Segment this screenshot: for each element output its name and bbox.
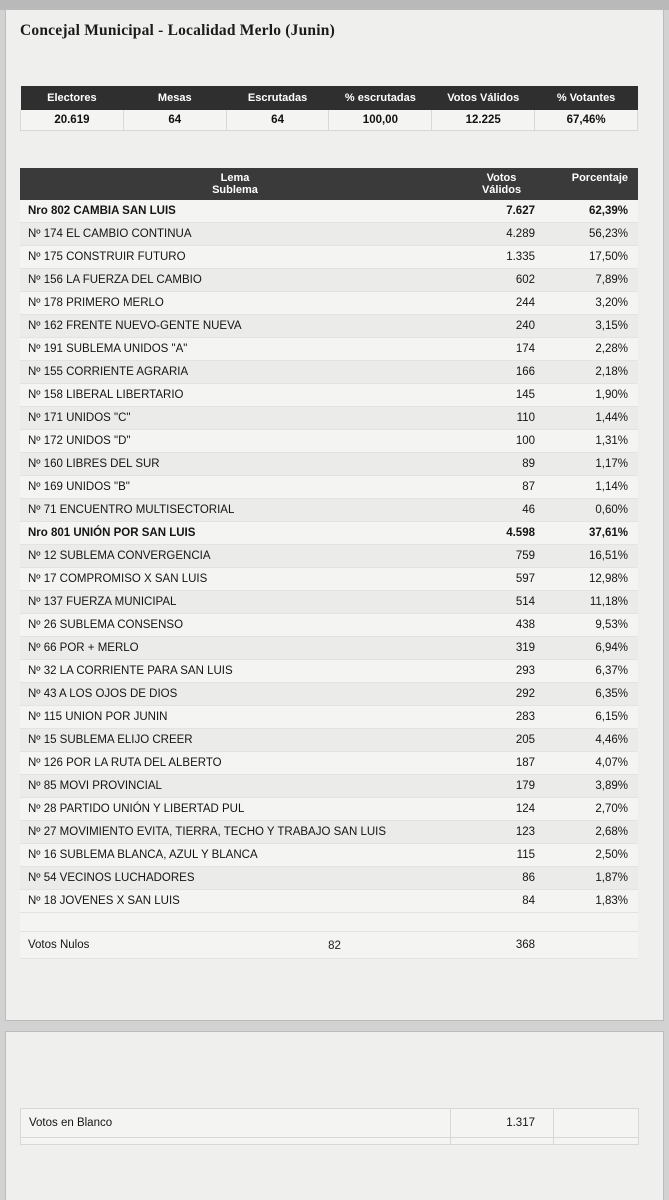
row-lema-name: Nº 175 CONSTRUIR FUTURO: [20, 246, 450, 269]
table-row: [21, 1109, 639, 1138]
row-votes: 283: [450, 706, 553, 729]
table-row: [20, 844, 638, 867]
row-votes: 7.627: [450, 200, 553, 223]
table-row: [20, 499, 638, 522]
row-percentage: 56,23%: [553, 223, 638, 246]
table-row: [20, 568, 638, 591]
row-lema-name: Nº 18 JOVENES X SAN LUIS: [20, 890, 450, 913]
table-spacer-row: [20, 913, 638, 932]
row-votes: 46: [450, 499, 553, 522]
row-percentage: [554, 1109, 639, 1138]
row-percentage: 2,68%: [553, 821, 638, 844]
results-header-lema-line2: Sublema: [212, 184, 258, 196]
row-percentage: 1,90%: [553, 384, 638, 407]
row-lema-name: Nº 160 LIBRES DEL SUR: [20, 453, 450, 476]
summary-value-votos-validos: 12.225: [432, 110, 535, 131]
table-row: [20, 890, 638, 913]
row-votes: 187: [450, 752, 553, 775]
table-row: [20, 292, 638, 315]
row-votes: 123: [450, 821, 553, 844]
row-lema-name: Nº 17 COMPROMISO X SAN LUIS: [20, 568, 450, 591]
table-row: [20, 453, 638, 476]
table-row: [20, 269, 638, 292]
row-votes: 292: [450, 683, 553, 706]
row-votes: 1.335: [450, 246, 553, 269]
row-lema-name: Nº 158 LIBERAL LIBERTARIO: [20, 384, 450, 407]
row-votes: 368: [450, 932, 553, 959]
row-lema-name: Nº 162 FRENTE NUEVO-GENTE NUEVA: [20, 315, 450, 338]
row-percentage: 37,61%: [553, 522, 638, 545]
row-lema-name: Nº 156 LA FUERZA DEL CAMBIO: [20, 269, 450, 292]
table-row: [20, 729, 638, 752]
clipped-cell: [451, 1138, 554, 1145]
row-votes: 115: [450, 844, 553, 867]
table-row: [20, 384, 638, 407]
table-row: [20, 660, 638, 683]
row-lema-name: Nº 43 A LOS OJOS DE DIOS: [20, 683, 450, 706]
row-lema-name: Nº 155 CORRIENTE AGRARIA: [20, 361, 450, 384]
row-percentage: 11,18%: [553, 591, 638, 614]
clipped-cell: [554, 1138, 639, 1145]
summary-table: [20, 86, 638, 131]
row-votes: 1.317: [451, 1109, 554, 1138]
row-lema-name: Nº 191 SUBLEMA UNIDOS "A": [20, 338, 450, 361]
row-percentage: 6,94%: [553, 637, 638, 660]
spacer-cell: [553, 913, 638, 932]
row-percentage: 17,50%: [553, 246, 638, 269]
row-votes: 124: [450, 798, 553, 821]
results-header-votos-line1: Votos: [486, 172, 517, 184]
results-header-lema: [20, 168, 450, 200]
row-lema-name: Nº 137 FUERZA MUNICIPAL: [20, 591, 450, 614]
row-lema-name: Nº 12 SUBLEMA CONVERGENCIA: [20, 545, 450, 568]
row-percentage: 2,70%: [553, 798, 638, 821]
spacer-cell: [450, 913, 553, 932]
results-table: [20, 168, 638, 959]
summary-header-electores: Electores: [21, 86, 124, 110]
summary-value-escrutadas: 64: [226, 110, 329, 131]
row-percentage: 1,14%: [553, 476, 638, 499]
row-lema-name: Nº 66 POR + MERLO: [20, 637, 450, 660]
row-votes: 87: [450, 476, 553, 499]
summary-header-mesas: Mesas: [123, 86, 226, 110]
table-row: [20, 775, 638, 798]
row-lema-name: Nº 85 MOVI PROVINCIAL: [20, 775, 450, 798]
results-header-votos: [450, 168, 553, 200]
page-number: 82: [328, 940, 341, 952]
row-lema-name: Nº 71 ENCUENTRO MULTISECTORIAL: [20, 499, 450, 522]
table-row: [20, 361, 638, 384]
row-lema-name: Nº 115 UNION POR JUNIN: [20, 706, 450, 729]
table-row: [20, 867, 638, 890]
row-votes: 514: [450, 591, 553, 614]
row-lema-name: Votos en Blanco: [21, 1109, 451, 1138]
row-lema-name: Nº 54 VECINOS LUCHADORES: [20, 867, 450, 890]
table-row: [20, 821, 638, 844]
results-header-votos-line2: Válidos: [481, 184, 522, 196]
row-votes: 4.289: [450, 223, 553, 246]
table-row: [20, 338, 638, 361]
table-row: [20, 683, 638, 706]
row-votes: 86: [450, 867, 553, 890]
results-header-row: [20, 168, 638, 200]
row-votes: 84: [450, 890, 553, 913]
table-row: [20, 614, 638, 637]
row-votes: 244: [450, 292, 553, 315]
row-votes: 240: [450, 315, 553, 338]
row-percentage: 16,51%: [553, 545, 638, 568]
row-percentage: 9,53%: [553, 614, 638, 637]
summary-header-pct-votantes: % Votantes: [535, 86, 638, 110]
row-percentage: 4,46%: [553, 729, 638, 752]
row-votes: 100: [450, 430, 553, 453]
table-row: [20, 407, 638, 430]
row-percentage: 4,07%: [553, 752, 638, 775]
row-percentage: 0,60%: [553, 499, 638, 522]
results-header-porcentaje: Porcentaje: [553, 168, 638, 200]
row-votes: 174: [450, 338, 553, 361]
summary-header-row: [21, 86, 638, 110]
row-percentage: 2,18%: [553, 361, 638, 384]
table-row: [20, 545, 638, 568]
row-votes: 166: [450, 361, 553, 384]
row-votes: 319: [450, 637, 553, 660]
row-votes: 293: [450, 660, 553, 683]
row-percentage: 1,83%: [553, 890, 638, 913]
bottom-fragment-table: [20, 1108, 639, 1145]
page-top-edge: [0, 0, 669, 10]
clipped-cell: [21, 1138, 451, 1145]
row-votes: 438: [450, 614, 553, 637]
row-percentage: 6,15%: [553, 706, 638, 729]
row-lema-name: Nº 16 SUBLEMA BLANCA, AZUL Y BLANCA: [20, 844, 450, 867]
summary-value-pct-votantes: 67,46%: [535, 110, 638, 131]
row-votes: 602: [450, 269, 553, 292]
table-row: [20, 315, 638, 338]
row-lema-name: Nº 171 UNIDOS "C": [20, 407, 450, 430]
row-percentage: 6,35%: [553, 683, 638, 706]
row-percentage: 3,15%: [553, 315, 638, 338]
table-row-clipped: [21, 1138, 639, 1145]
table-row: [20, 200, 638, 223]
summary-header-escrutadas: Escrutadas: [226, 86, 329, 110]
page-title: Concejal Municipal - Localidad Merlo (Junin): [20, 22, 335, 39]
row-votes: 89: [450, 453, 553, 476]
row-votes: 179: [450, 775, 553, 798]
row-votes: 145: [450, 384, 553, 407]
summary-value-electores: 20.619: [21, 110, 124, 131]
row-lema-name: Nº 28 PARTIDO UNIÓN Y LIBERTAD PUL: [20, 798, 450, 821]
table-row: [20, 522, 638, 545]
row-votes: 597: [450, 568, 553, 591]
row-percentage: 1,87%: [553, 867, 638, 890]
row-percentage: 7,89%: [553, 269, 638, 292]
row-lema-name: Nº 174 EL CAMBIO CONTINUA: [20, 223, 450, 246]
row-percentage: 3,89%: [553, 775, 638, 798]
row-lema-name: Nro 802 CAMBIA SAN LUIS: [20, 200, 450, 223]
row-votes: 205: [450, 729, 553, 752]
summary-value-row: [21, 110, 638, 131]
summary-value-pct-escrutadas: 100,00: [329, 110, 432, 131]
row-lema-name: Nro 801 UNIÓN POR SAN LUIS: [20, 522, 450, 545]
row-lema-name: Nº 126 POR LA RUTA DEL ALBERTO: [20, 752, 450, 775]
table-row: [20, 706, 638, 729]
row-lema-name: Nº 178 PRIMERO MERLO: [20, 292, 450, 315]
row-lema-name: Nº 26 SUBLEMA CONSENSO: [20, 614, 450, 637]
row-percentage: 1,17%: [553, 453, 638, 476]
table-row: [20, 476, 638, 499]
bottom-fragment-body: [21, 1109, 639, 1145]
row-lema-name: Nº 32 LA CORRIENTE PARA SAN LUIS: [20, 660, 450, 683]
spacer-cell: [20, 913, 450, 932]
table-row: [20, 798, 638, 821]
row-lema-name: Nº 172 UNIDOS "D": [20, 430, 450, 453]
row-percentage: 6,37%: [553, 660, 638, 683]
summary-header-votos-validos: Votos Válidos: [432, 86, 535, 110]
table-row: [20, 430, 638, 453]
row-votes: 4.598: [450, 522, 553, 545]
row-percentage: 1,44%: [553, 407, 638, 430]
row-percentage: 12,98%: [553, 568, 638, 591]
row-percentage: 1,31%: [553, 430, 638, 453]
table-row: [20, 223, 638, 246]
summary-value-mesas: 64: [123, 110, 226, 131]
results-body: [20, 200, 638, 959]
row-lema-name: Nº 15 SUBLEMA ELIJO CREER: [20, 729, 450, 752]
row-percentage: 2,50%: [553, 844, 638, 867]
table-row: [20, 752, 638, 775]
row-percentage: 2,28%: [553, 338, 638, 361]
row-percentage: 3,20%: [553, 292, 638, 315]
row-percentage: 62,39%: [553, 200, 638, 223]
table-row: [20, 591, 638, 614]
table-row: [20, 637, 638, 660]
results-header-lema-line1: Lema: [220, 172, 250, 184]
row-votes: 759: [450, 545, 553, 568]
row-lema-name: Votos Nulos: [20, 932, 450, 959]
summary-header-pct-escrutadas: % escrutadas: [329, 86, 432, 110]
row-lema-name: Nº 169 UNIDOS "B": [20, 476, 450, 499]
table-row: [20, 246, 638, 269]
row-lema-name: Nº 27 MOVIMIENTO EVITA, TIERRA, TECHO Y TRABAJO SAN LUIS: [20, 821, 450, 844]
row-votes: 110: [450, 407, 553, 430]
